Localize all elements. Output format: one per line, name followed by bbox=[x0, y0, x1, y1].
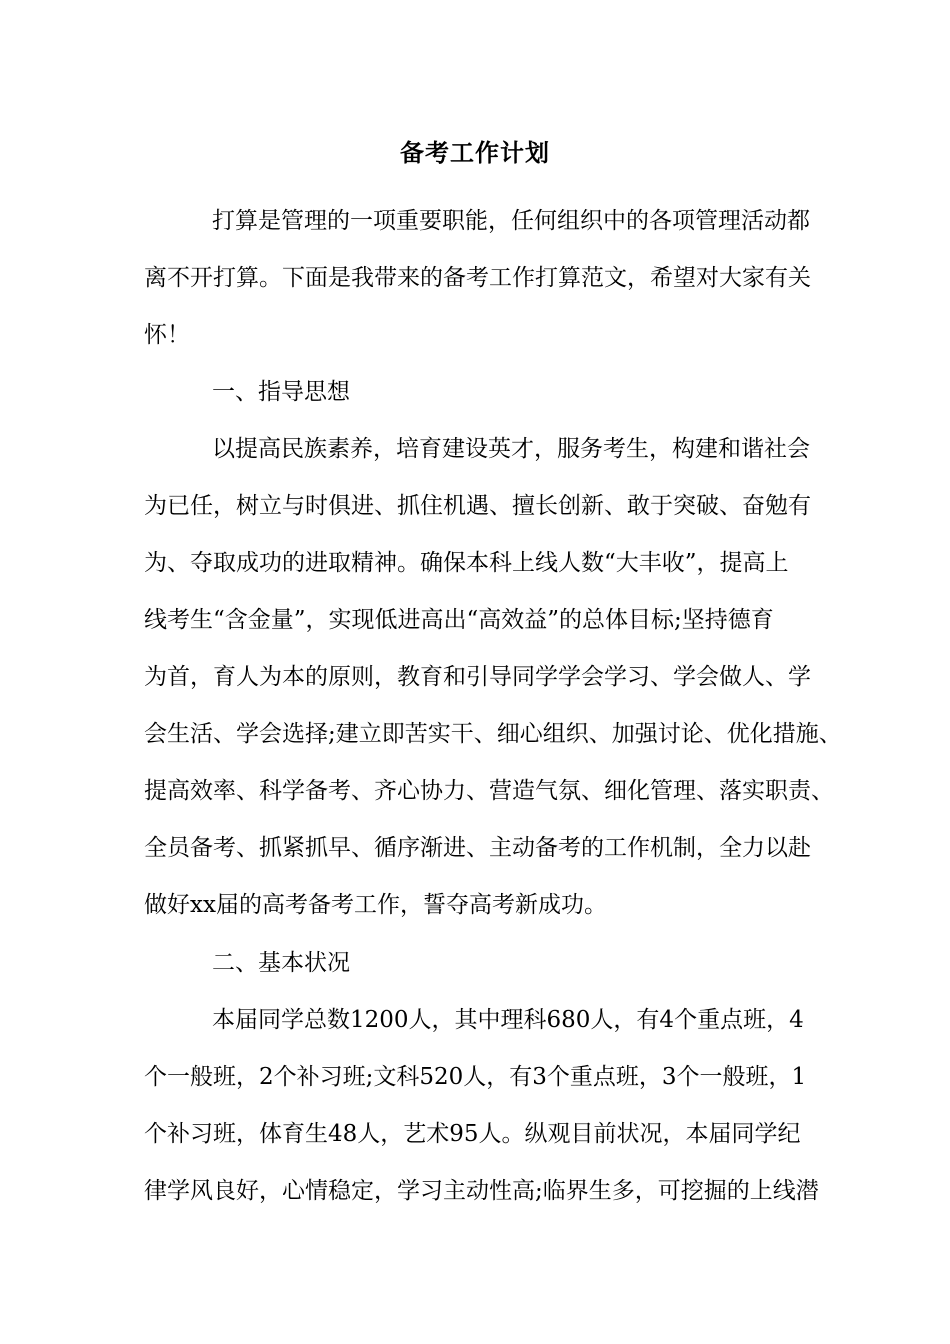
paragraph-line: 全员备考、抓紧抓早、循序渐进、主动备考的工作机制，全力以赴 bbox=[144, 835, 811, 861]
paragraph-line: 个补习班，体育生48人，艺术95人。纵观目前状况，本届同学纪 bbox=[144, 1121, 801, 1147]
section-heading: 二、基本状况 bbox=[212, 950, 350, 976]
paragraph-line: 怀！ bbox=[144, 322, 190, 348]
paragraph-line: 个一般班，2个补习班;文科520人，有3个重点班，3个一般班，1 bbox=[144, 1064, 807, 1090]
paragraph-line: 线考生“含金量”，实现低进高出“高效益”的总体目标;坚持德育 bbox=[144, 607, 774, 633]
paragraph-line: 本届同学总数1200人，其中理科680人，有4个重点班，4 bbox=[212, 1007, 804, 1033]
section-heading: 一、指导思想 bbox=[212, 379, 350, 405]
paragraph-line: 离不开打算。下面是我带来的备考工作打算范文，希望对大家有关 bbox=[144, 265, 811, 291]
paragraph-line: 律学风良好，心情稳定，学习主动性高;临界生多，可挖掘的上线潜 bbox=[144, 1178, 819, 1204]
paragraph-line: 做好xx届的高考备考工作，誓夺高考新成功。 bbox=[144, 892, 607, 918]
paragraph-line: 为已任，树立与时俱进、抓住机遇、擅长创新、敢于突破、奋勉有 bbox=[144, 493, 811, 519]
paragraph-line: 会生活、学会选择;建立即苦实干、细心组织、加强讨论、优化措施、 bbox=[144, 721, 842, 747]
paragraph-line: 提高效率、科学备考、齐心协力、营造气氛、细化管理、落实职责、 bbox=[144, 778, 834, 804]
paragraph-line: 为、夺取成功的进取精神。确保本科上线人数“大丰收”，提高上 bbox=[144, 550, 789, 576]
document-title: 备考工作计划 bbox=[400, 138, 550, 167]
paragraph-line: 打算是管理的一项重要职能，任何组织中的各项管理活动都 bbox=[212, 208, 810, 234]
paragraph-line: 为首，育人为本的原则，教育和引导同学学会学习、学会做人、学 bbox=[144, 664, 811, 690]
paragraph-line: 以提高民族素养，培育建设英才，服务考生，构建和谐社会 bbox=[212, 436, 810, 462]
